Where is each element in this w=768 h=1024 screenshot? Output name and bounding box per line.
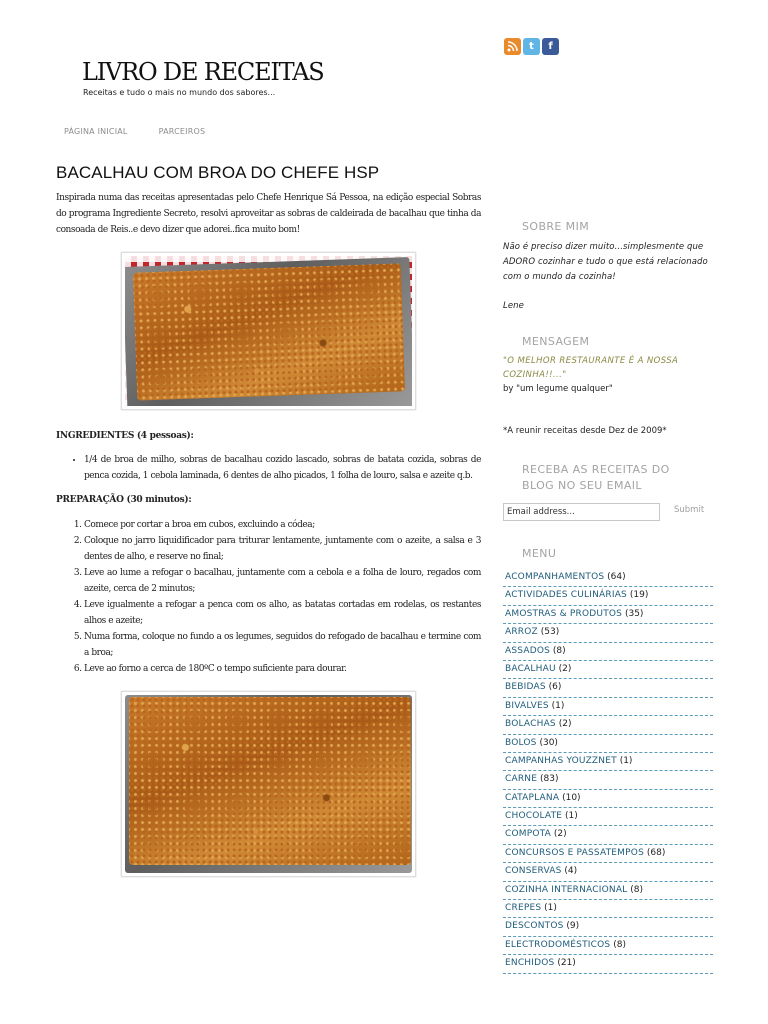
menu-item [503,937,713,955]
menu-item [503,882,713,900]
twitter-glyph: t [529,41,534,52]
submit-button[interactable]: Submit [674,505,705,515]
menu-item-link[interactable]: CHOCOLATE [505,811,563,822]
blog-title[interactable]: LIVRO DE RECEITAS [82,58,324,86]
top-nav [64,127,205,136]
menu-item [503,624,713,642]
menu-item-count: (8) [630,884,644,895]
menu-item-count: (64) [607,572,626,582]
menu-item-link[interactable]: AMOSTRAS & PRODUTOS [505,608,623,619]
menu-item-count: (8) [552,645,566,656]
post-title[interactable]: BACALHAU COM BROA DO CHEFE HSP [56,163,380,182]
menu-item [503,845,713,863]
menu-item-link[interactable]: BACALHAU [505,663,556,674]
menu-item [503,790,713,808]
ingredient-item: • 1/4 de broa de milho, sobras de bacalhau cozido lascado, sobras de batata cozida, sobras de penca cozida, 1 cebola laminada, 6 dentes de alho picados, 1 folha de louro, salsa e azeite q.b. [84,452,481,484]
recipe-photo-1[interactable] [121,252,416,410]
menu-item-count: (83) [540,774,559,785]
blog-description: Receitas e tudo o mais no mundo dos sabores... [83,88,276,97]
menu-item [503,661,713,679]
menu-item-count: (19) [629,590,649,601]
rss-icon[interactable] [504,38,521,55]
menu-item-link[interactable]: CREPES [505,903,542,914]
menu-item-link[interactable]: ACTIVIDADES CULINÁRIAS [505,590,627,601]
menu-item-count: (2) [558,719,572,730]
preparation-heading: PREPARAÇÃO (30 minutos): [56,495,192,505]
message-heading: MENSAGEM [522,335,590,348]
menu-item-link[interactable]: ELECTRODOMÉSTICOS [505,939,611,950]
about-widget [503,240,715,314]
menu-item [503,735,713,753]
menu-item-count: (1) [551,700,565,711]
menu-item [503,771,713,789]
menu-item-link[interactable]: CONSERVAS [505,866,562,877]
step-item: 5. Numa forma, coloque no fundo a os legumes, seguidos do refogado de bacalhau e termine com a broa; [84,629,481,661]
since-text: *A reunir receitas desde Dez de 2009* [503,426,667,436]
step-item: 4. Leve igualmente a refogar a penca com os alho, as batatas cortadas em rodelas, os restantes alhos e azeite; [84,597,481,629]
photo-content [125,256,412,406]
menu-item [503,606,713,624]
menu-item-count: (9) [566,921,580,932]
menu-item-link[interactable]: CARNE [505,774,538,785]
nav-item-home[interactable]: PÁGINA INICIAL [64,127,128,136]
menu-item [503,918,713,936]
menu-item-link[interactable]: CATAPLANA [505,792,560,803]
menu-item [503,698,713,716]
menu-item-count: (10) [562,792,581,803]
menu-item-link[interactable]: CAMPANHAS YOUZZNET [505,755,617,766]
menu-item-count: (8) [613,939,626,950]
subscribe-heading: RECEBA AS RECEITAS DO BLOG NO SEU EMAIL [522,463,670,492]
menu-item-link[interactable]: ACOMPANHAMENTOS [505,572,605,582]
menu-item-link[interactable]: COMPOTA [505,829,552,840]
menu-item [503,569,713,587]
about-text: Não é preciso dizer muito...simplesmente que ADORO cozinhar e tudo o que está relacionado com o mundo da cozinha! [503,242,708,282]
menu-item-count: (2) [558,663,572,674]
facebook-icon[interactable] [542,38,559,55]
menu-item [503,753,713,771]
menu-item [503,863,713,881]
message-text: "O MELHOR RESTAURANTE É A NOSSA COZINHA!!..." [503,356,679,380]
step-item: 6. Leve ao forno a cerca de 180ºC o tempo suficiente para dourar. [84,661,481,677]
menu-item-count: (68) [646,847,666,858]
menu-heading: MENU [522,547,557,560]
step-item: 2. Coloque no jarro liquidificador para triturar lentamente, juntamente com o azeite, a salsa e 3 dentes de alho, e reserve no final; [84,533,481,565]
post-intro: Inspirada numa das receitas apresentadas pelo Chefe Henrique Sá Pessoa, na edição especial Sobras do programa Ingrediente Secreto, resolvi aproveitar as sobras de caldeirada de bacalhau que tinha da consoada de Reis..e devo dizer que adorei..fica muito bom! [56,193,481,235]
menu-item-link[interactable]: ARROZ [505,627,538,638]
menu-item-count: (6) [548,682,562,693]
category-menu [503,569,713,974]
menu-item-link[interactable]: ENCHIDOS [505,958,555,969]
about-signature: Lene [503,301,524,311]
crust [129,697,411,865]
facebook-glyph: f [548,41,553,52]
step-item: 1. Comece por cortar a broa em cubos, excluindo a códea; [84,517,481,533]
menu-item [503,900,713,918]
step-item: 3. Leve ao lume a refogar o bacalhau, juntamente com a cebola e a folha de louro, regados com azeite, cerca de 2 minutos; [84,565,481,597]
menu-item-link[interactable]: ASSADOS [505,645,551,656]
menu-item-count: (21) [557,958,576,969]
nav-item-partners[interactable]: PARCEIROS [158,127,206,136]
menu-item-count: (1) [619,755,633,766]
menu-item-count: (2) [553,829,567,840]
menu-item-count: (1) [565,811,578,822]
menu-item-link[interactable]: COZINHA INTERNACIONAL [505,884,628,895]
menu-item-count: (53) [540,627,560,638]
crust [133,263,405,400]
about-heading: SOBRE MIM [522,220,590,233]
menu-item-count: (1) [544,903,557,914]
menu-item [503,826,713,844]
menu-item [503,643,713,661]
preparation-steps [84,517,481,677]
ingredients-list [84,452,481,484]
menu-item-count: (35) [624,608,644,619]
twitter-icon[interactable] [523,38,540,55]
menu-item [503,955,713,973]
photo-content [125,695,412,873]
ingredients-heading: INGREDIENTES (4 pessoas): [56,431,194,441]
menu-item-count: (30) [539,737,558,748]
menu-item-link[interactable]: BOLOS [505,737,537,748]
email-input[interactable] [503,503,660,521]
menu-item-link[interactable]: DESCONTOS [505,921,564,932]
menu-item [503,716,713,734]
social-icons [504,38,559,55]
menu-item-count: (4) [564,866,578,877]
menu-item-link[interactable]: BIVALVES [505,700,549,711]
menu-item-link[interactable]: BEBIDAS [505,682,546,693]
menu-item [503,587,713,605]
menu-item [503,679,713,697]
menu-item [503,808,713,826]
message-author: by "um legume qualquer" [503,384,613,394]
menu-item-link[interactable]: BOLACHAS [505,719,556,730]
menu-item-link[interactable]: CONCURSOS E PASSATEMPOS [505,847,644,858]
recipe-photo-2[interactable] [121,691,416,877]
